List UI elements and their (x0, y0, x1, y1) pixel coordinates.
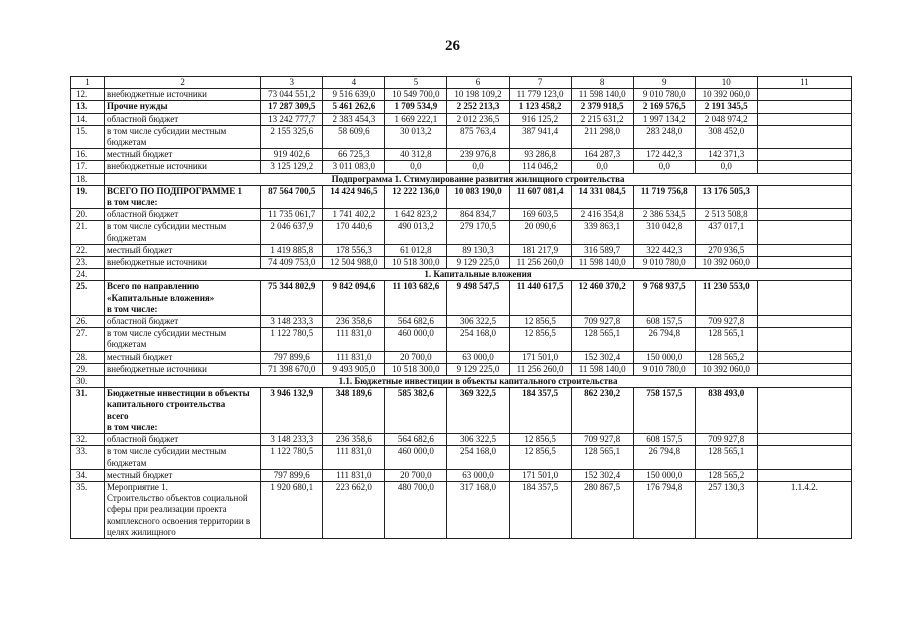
row-label-cell (105, 316, 261, 328)
value-cell: 460 000,0 (385, 446, 447, 469)
value-cell: 2 215 631,2 (571, 113, 633, 125)
row-number: 16. (71, 149, 105, 161)
reference-cell (757, 125, 851, 148)
budget-table (70, 76, 852, 539)
value-cell: 128 565,1 (695, 328, 757, 351)
value-cell: 9 129 225,0 (447, 257, 509, 269)
value-cell: 236 358,6 (323, 434, 385, 446)
value-cell: 1 419 885,8 (261, 244, 323, 256)
table-row (71, 185, 852, 208)
value-cell: 11 256 260,0 (509, 257, 571, 269)
value-cell: 40 312,8 (385, 149, 447, 161)
row-number: 34. (71, 469, 105, 481)
row-label-cell (105, 101, 261, 113)
value-cell: 10 198 109,2 (447, 89, 509, 101)
row-number: 28. (71, 351, 105, 363)
value-cell: 1 642 823,2 (385, 209, 447, 221)
value-cell: 164 287,3 (571, 149, 633, 161)
value-cell: 184 357,5 (509, 481, 571, 538)
value-cell: 1 123 458,2 (509, 101, 571, 113)
value-cell: 12 504 988,0 (323, 257, 385, 269)
value-cell: 10 392 060,0 (695, 363, 757, 375)
row-label-cell (105, 161, 261, 173)
value-cell: 10 518 300,0 (385, 363, 447, 375)
value-cell: 9 498 547,5 (447, 281, 509, 316)
value-cell: 254 168,0 (447, 328, 509, 351)
value-cell: 26 794,8 (633, 446, 695, 469)
reference-cell (757, 244, 851, 256)
value-cell: 2 191 345,5 (695, 101, 757, 113)
row-number: 18. (71, 173, 105, 185)
value-cell: 585 382,6 (385, 388, 447, 434)
value-cell: 369 322,5 (447, 388, 509, 434)
value-cell: 2 383 454,3 (323, 113, 385, 125)
value-cell: 178 556,3 (323, 244, 385, 256)
row-number: 14. (71, 113, 105, 125)
value-cell: 709 927,8 (571, 434, 633, 446)
value-cell: 11 103 682,6 (385, 281, 447, 316)
table-row (71, 244, 852, 256)
value-cell: 2 169 576,5 (633, 101, 695, 113)
row-label-cell (105, 149, 261, 161)
value-cell: 9 516 639,0 (323, 89, 385, 101)
column-header: 3 (261, 77, 323, 89)
row-number: 33. (71, 446, 105, 469)
reference-cell (757, 316, 851, 328)
row-label-cell (105, 469, 261, 481)
row-number: 24. (71, 269, 105, 281)
value-cell: 170 440,6 (323, 221, 385, 244)
value-cell: 9 010 780,0 (633, 363, 695, 375)
value-cell: 308 452,0 (695, 125, 757, 148)
table-row (71, 161, 852, 173)
row-label: областной бюджет (107, 113, 179, 124)
reference-cell (757, 434, 851, 446)
value-cell: 11 779 123,0 (509, 89, 571, 101)
value-cell: 279 170,5 (447, 221, 509, 244)
reference-cell (757, 89, 851, 101)
value-cell: 150 000,0 (633, 469, 695, 481)
value-cell: 239 976,8 (447, 149, 509, 161)
value-cell: 3 011 083,0 (323, 161, 385, 173)
row-label-cell (105, 221, 261, 244)
value-cell: 11 607 081,4 (509, 185, 571, 208)
page-number: 26 (445, 38, 460, 54)
value-cell: 11 598 140,0 (571, 363, 633, 375)
value-cell: 348 189,6 (323, 388, 385, 434)
row-number: 17. (71, 161, 105, 173)
value-cell: 111 831,0 (323, 351, 385, 363)
row-label: Всего по направлению «Капитальные вложения» (107, 281, 215, 303)
value-cell: 20 090,6 (509, 221, 571, 244)
value-cell: 58 609,6 (323, 125, 385, 148)
value-cell: 10 549 700,0 (385, 89, 447, 101)
value-cell: 2 513 508,8 (695, 209, 757, 221)
row-number: 31. (71, 388, 105, 434)
value-cell: 10 083 190,0 (447, 185, 509, 208)
column-header: 4 (323, 77, 385, 89)
row-label: внебюджетные источники (107, 89, 207, 100)
column-header: 5 (385, 77, 447, 89)
row-label-cell (105, 125, 261, 148)
value-cell: 0,0 (571, 161, 633, 173)
value-cell: 128 565,1 (695, 446, 757, 469)
row-number: 29. (71, 363, 105, 375)
value-cell: 797 899,6 (261, 469, 323, 481)
value-cell: 9 010 780,0 (633, 89, 695, 101)
row-label-cell (105, 257, 261, 269)
value-cell: 152 302,4 (571, 469, 633, 481)
table-row (71, 388, 852, 434)
value-cell: 87 564 700,5 (261, 185, 323, 208)
value-cell: 12 856,5 (509, 316, 571, 328)
row-label: внебюджетные источники (107, 363, 207, 374)
table-row (71, 434, 852, 446)
row-label: ВСЕГО ПО ПОДПРОГРАММЕ 1 (107, 185, 243, 196)
value-cell: 71 398 670,0 (261, 363, 323, 375)
value-cell: 20 700,0 (385, 469, 447, 481)
column-header: 11 (757, 77, 851, 89)
value-cell: 128 565,1 (571, 328, 633, 351)
value-cell: 10 518 300,0 (385, 257, 447, 269)
value-cell: 10 392 060,0 (695, 89, 757, 101)
value-cell: 0,0 (695, 161, 757, 173)
reference-cell (757, 221, 851, 244)
row-number: 20. (71, 209, 105, 221)
value-cell: 490 013,2 (385, 221, 447, 244)
value-cell: 14 331 084,5 (571, 185, 633, 208)
row-number: 13. (71, 101, 105, 113)
value-cell: 171 501,0 (509, 351, 571, 363)
row-label: внебюджетные источники (107, 161, 207, 172)
value-cell: 9 768 937,5 (633, 281, 695, 316)
value-cell: 2 012 236,5 (447, 113, 509, 125)
row-label-cell (105, 351, 261, 363)
value-cell: 1 997 134,2 (633, 113, 695, 125)
value-cell: 387 941,4 (509, 125, 571, 148)
row-label-cell (105, 434, 261, 446)
reference-cell (757, 388, 851, 434)
row-label-cell (105, 388, 261, 434)
reference-cell (757, 469, 851, 481)
section-row (71, 173, 852, 185)
value-cell: 12 460 370,2 (571, 281, 633, 316)
value-cell: 13 242 777,7 (261, 113, 323, 125)
row-label: Бюджетные инвестиции в объекты капитального строительства (107, 388, 250, 410)
value-cell: 0,0 (385, 161, 447, 173)
row-number: 21. (71, 221, 105, 244)
table-row (71, 221, 852, 244)
column-header: 8 (571, 77, 633, 89)
value-cell: 2 155 325,6 (261, 125, 323, 148)
value-cell: 11 256 260,0 (509, 363, 571, 375)
value-cell: 128 565,1 (571, 446, 633, 469)
table-row (71, 89, 852, 101)
value-cell: 3 148 233,3 (261, 316, 323, 328)
table-row (71, 113, 852, 125)
reference-cell (757, 209, 851, 221)
value-cell: 2 252 213,3 (447, 101, 509, 113)
column-header: 6 (447, 77, 509, 89)
table-row (71, 101, 852, 113)
value-cell: 172 442,3 (633, 149, 695, 161)
row-number: 26. (71, 316, 105, 328)
value-cell: 916 125,2 (509, 113, 571, 125)
reference-cell (757, 101, 851, 113)
value-cell: 11 598 140,0 (571, 89, 633, 101)
value-cell: 1 709 534,9 (385, 101, 447, 113)
row-label: местный бюджет (107, 149, 173, 160)
row-label: областной бюджет (107, 209, 179, 220)
row-label: в том числе субсидии местным бюджетам (107, 328, 227, 350)
value-cell: 0,0 (447, 161, 509, 173)
value-cell: 30 013,2 (385, 125, 447, 148)
column-header: 1 (71, 77, 105, 89)
value-cell: 608 157,5 (633, 316, 695, 328)
value-cell: 223 662,0 (323, 481, 385, 538)
value-cell: 111 831,0 (323, 469, 385, 481)
row-label-cell (105, 281, 261, 316)
value-cell: 63 000,0 (447, 469, 509, 481)
reference-cell (757, 113, 851, 125)
reference-cell (757, 281, 851, 316)
table-row (71, 363, 852, 375)
value-cell: 171 501,0 (509, 469, 571, 481)
table-row (71, 281, 852, 316)
value-cell: 437 017,1 (695, 221, 757, 244)
value-cell: 11 440 617,5 (509, 281, 571, 316)
value-cell: 1 122 780,5 (261, 328, 323, 351)
section-row (71, 376, 852, 388)
table-row (71, 209, 852, 221)
reference-cell (757, 328, 851, 351)
value-cell: 608 157,5 (633, 434, 695, 446)
value-cell: 128 565,2 (695, 469, 757, 481)
row-label: местный бюджет (107, 244, 173, 255)
value-cell: 11 230 553,0 (695, 281, 757, 316)
section-title: 1.1. Бюджетные инвестиции в объекты капитального строительства (105, 376, 852, 388)
value-cell: 322 442,3 (633, 244, 695, 256)
value-cell: 211 298,0 (571, 125, 633, 148)
value-cell: 9 493 905,0 (323, 363, 385, 375)
row-label: областной бюджет (107, 434, 179, 445)
value-cell: 26 794,8 (633, 328, 695, 351)
value-cell: 864 834,7 (447, 209, 509, 221)
row-label-cell (105, 113, 261, 125)
value-cell: 797 899,6 (261, 351, 323, 363)
reference-cell (757, 351, 851, 363)
value-cell: 184 357,5 (509, 388, 571, 434)
value-cell: 169 603,5 (509, 209, 571, 221)
value-cell: 17 287 309,5 (261, 101, 323, 113)
value-cell: 564 682,6 (385, 316, 447, 328)
value-cell: 236 358,6 (323, 316, 385, 328)
value-cell: 10 392 060,0 (695, 257, 757, 269)
table-row (71, 149, 852, 161)
row-label: местный бюджет (107, 351, 173, 362)
column-header: 2 (105, 77, 261, 89)
table-row (71, 481, 852, 538)
row-sublabel: всего в том числе: (107, 410, 158, 432)
reference-cell (757, 149, 851, 161)
table-row (71, 351, 852, 363)
value-cell: 12 856,5 (509, 434, 571, 446)
row-number: 35. (71, 481, 105, 538)
table-row (71, 125, 852, 148)
reference-cell (757, 257, 851, 269)
value-cell: 176 794,8 (633, 481, 695, 538)
value-cell: 2 379 918,5 (571, 101, 633, 113)
row-number: 12. (71, 89, 105, 101)
value-cell: 460 000,0 (385, 328, 447, 351)
row-number: 27. (71, 328, 105, 351)
value-cell: 919 402,6 (261, 149, 323, 161)
value-cell: 339 863,1 (571, 221, 633, 244)
row-label-cell (105, 481, 261, 538)
header-row (71, 77, 852, 89)
row-label-cell (105, 185, 261, 208)
value-cell: 2 416 354,8 (571, 209, 633, 221)
row-label: Мероприятие 1. Строительство объектов социальной сферы при реализации проекта комплексного освоения территории в целях жилищного (107, 481, 251, 537)
value-cell: 74 409 753,0 (261, 257, 323, 269)
value-cell: 128 565,2 (695, 351, 757, 363)
reference-cell (757, 161, 851, 173)
row-label: в том числе субсидии местным бюджетам (107, 221, 227, 243)
value-cell: 1 741 402,2 (323, 209, 385, 221)
row-number: 15. (71, 125, 105, 148)
value-cell: 12 856,5 (509, 446, 571, 469)
value-cell: 181 217,9 (509, 244, 571, 256)
value-cell: 1 669 222,1 (385, 113, 447, 125)
value-cell: 73 044 551,2 (261, 89, 323, 101)
row-label-cell (105, 328, 261, 351)
value-cell: 93 286,8 (509, 149, 571, 161)
value-cell: 306 322,5 (447, 434, 509, 446)
value-cell: 5 461 262,6 (323, 101, 385, 113)
row-label-cell (105, 89, 261, 101)
value-cell: 152 302,4 (571, 351, 633, 363)
value-cell: 66 725,3 (323, 149, 385, 161)
value-cell: 283 248,0 (633, 125, 695, 148)
row-label-cell (105, 446, 261, 469)
row-label: областной бюджет (107, 316, 179, 327)
value-cell: 758 157,5 (633, 388, 695, 434)
value-cell: 2 386 534,5 (633, 209, 695, 221)
value-cell: 11 735 061,7 (261, 209, 323, 221)
row-label: в том числе субсидии местным бюджетам (107, 125, 227, 148)
value-cell: 2 046 637,9 (261, 221, 323, 244)
section-title: Подпрограмма 1. Стимулирование развития жилищного строительства (105, 173, 852, 185)
value-cell: 114 046,2 (509, 161, 571, 173)
value-cell: 1 920 680,1 (261, 481, 323, 538)
row-label: внебюджетные источники (107, 257, 207, 268)
value-cell: 12 856,5 (509, 328, 571, 351)
value-cell: 111 831,0 (323, 328, 385, 351)
table-row (71, 328, 852, 351)
row-label: в том числе субсидии местным бюджетам (107, 446, 227, 468)
row-label-cell (105, 363, 261, 375)
value-cell: 111 831,0 (323, 446, 385, 469)
value-cell: 20 700,0 (385, 351, 447, 363)
reference-cell (757, 446, 851, 469)
table-row (71, 446, 852, 469)
value-cell: 11 719 756,8 (633, 185, 695, 208)
section-title: 1. Капитальные вложения (105, 269, 852, 281)
row-number: 30. (71, 376, 105, 388)
value-cell: 2 048 974,2 (695, 113, 757, 125)
value-cell: 1 122 780,5 (261, 446, 323, 469)
value-cell: 306 322,5 (447, 316, 509, 328)
table-row (71, 469, 852, 481)
reference-cell: 1.1.4.2. (757, 481, 851, 538)
value-cell: 9 842 094,6 (323, 281, 385, 316)
row-label-cell (105, 209, 261, 221)
reference-cell (757, 363, 851, 375)
value-cell: 13 176 505,3 (695, 185, 757, 208)
section-row (71, 269, 852, 281)
row-number: 23. (71, 257, 105, 269)
value-cell: 280 867,5 (571, 481, 633, 538)
row-sublabel: в том числе: (107, 303, 158, 314)
value-cell: 9 010 780,0 (633, 257, 695, 269)
row-label: местный бюджет (107, 469, 173, 480)
value-cell: 317 168,0 (447, 481, 509, 538)
value-cell: 862 230,2 (571, 388, 633, 434)
row-label: Прочие нужды (107, 101, 168, 112)
value-cell: 709 927,8 (695, 316, 757, 328)
value-cell: 12 222 136,0 (385, 185, 447, 208)
value-cell: 480 700,0 (385, 481, 447, 538)
value-cell: 270 936,5 (695, 244, 757, 256)
row-number: 22. (71, 244, 105, 256)
value-cell: 61 012,8 (385, 244, 447, 256)
value-cell: 14 424 946,5 (323, 185, 385, 208)
row-number: 19. (71, 185, 105, 208)
value-cell: 3 148 233,3 (261, 434, 323, 446)
value-cell: 75 344 802,9 (261, 281, 323, 316)
value-cell: 3 125 129,2 (261, 161, 323, 173)
value-cell: 9 129 225,0 (447, 363, 509, 375)
value-cell: 709 927,8 (571, 316, 633, 328)
reference-cell (757, 185, 851, 208)
column-header: 9 (633, 77, 695, 89)
value-cell: 310 042,8 (633, 221, 695, 244)
table-row (71, 257, 852, 269)
value-cell: 257 130,3 (695, 481, 757, 538)
row-label-cell (105, 244, 261, 256)
value-cell: 254 168,0 (447, 446, 509, 469)
column-header: 7 (509, 77, 571, 89)
row-number: 25. (71, 281, 105, 316)
value-cell: 838 493,0 (695, 388, 757, 434)
value-cell: 11 598 140,0 (571, 257, 633, 269)
value-cell: 142 371,3 (695, 149, 757, 161)
row-sublabel: в том числе: (107, 197, 158, 208)
value-cell: 0,0 (633, 161, 695, 173)
table-row (71, 316, 852, 328)
row-number: 32. (71, 434, 105, 446)
value-cell: 709 927,8 (695, 434, 757, 446)
value-cell: 875 763,4 (447, 125, 509, 148)
value-cell: 3 946 132,9 (261, 388, 323, 434)
value-cell: 316 589,7 (571, 244, 633, 256)
value-cell: 63 000,0 (447, 351, 509, 363)
value-cell: 89 130,3 (447, 244, 509, 256)
value-cell: 564 682,6 (385, 434, 447, 446)
column-header: 10 (695, 77, 757, 89)
value-cell: 150 000,0 (633, 351, 695, 363)
